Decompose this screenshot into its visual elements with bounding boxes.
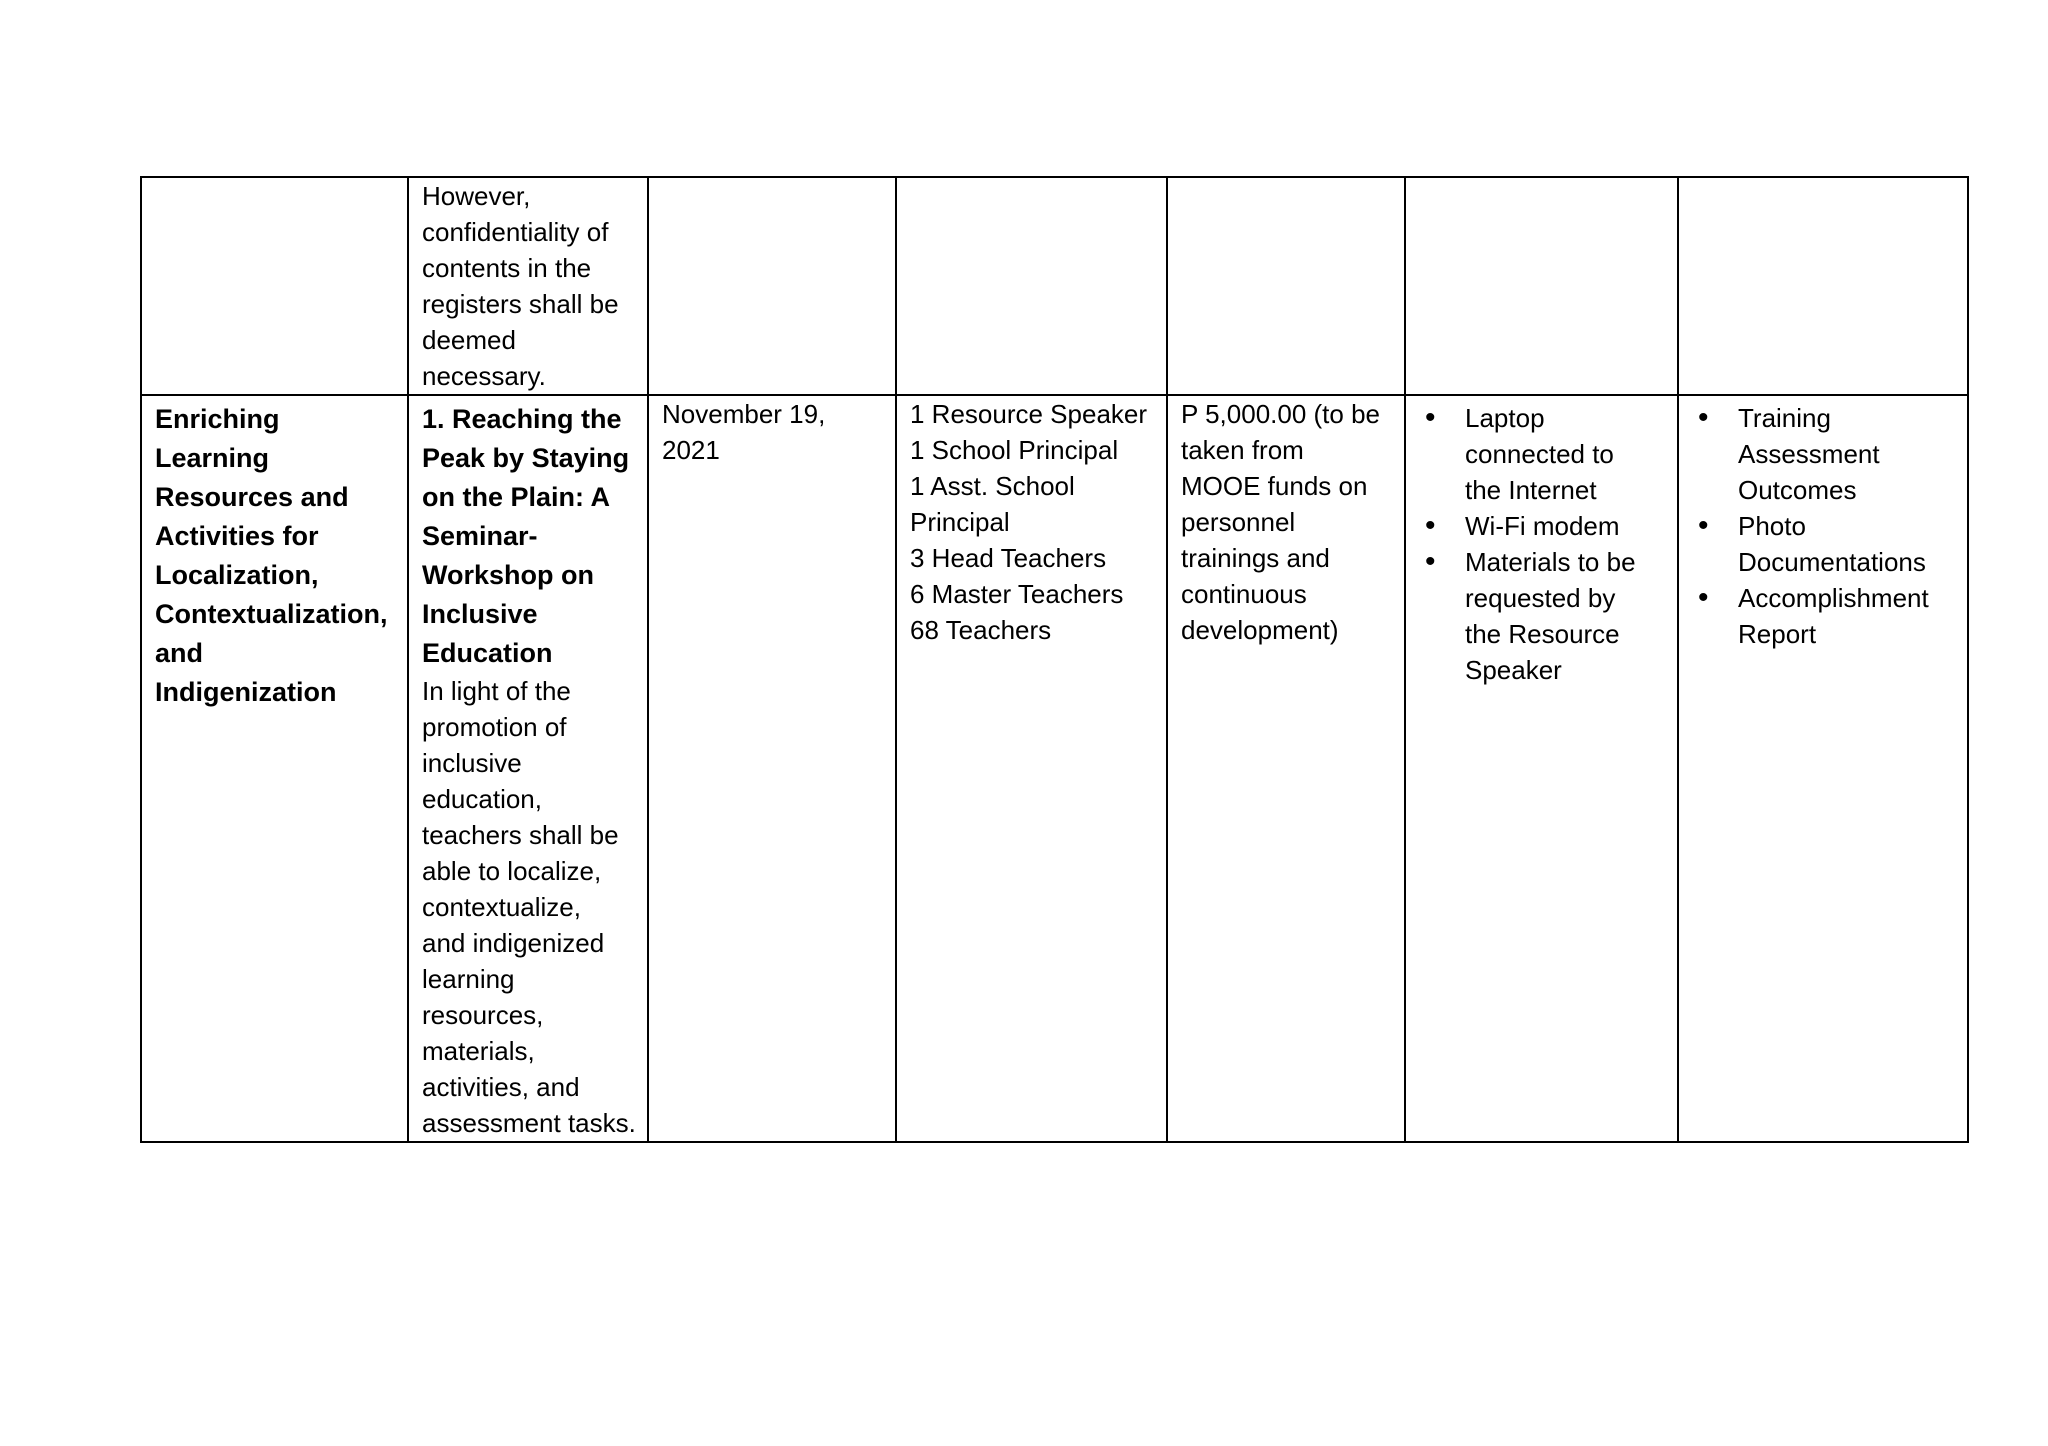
list-item-line: • Wi-Fi modem bbox=[1465, 511, 1620, 541]
budget-line: development) bbox=[1181, 615, 1339, 645]
list-item bbox=[1692, 508, 1955, 580]
table-cell-activity bbox=[408, 395, 648, 1142]
list-item-line: • Photo bbox=[1738, 511, 1806, 541]
list-item bbox=[1419, 508, 1665, 544]
list-item-line: • Accomplishment bbox=[1738, 583, 1929, 613]
table-cell-budget bbox=[1167, 395, 1405, 1142]
budget-line: MOOE funds on bbox=[1181, 471, 1368, 501]
table-cell-budget bbox=[1167, 177, 1405, 395]
list-item-line: Report bbox=[1738, 619, 1817, 649]
area-title-line: Indigenization bbox=[155, 677, 337, 707]
table-row bbox=[141, 177, 1968, 395]
list-item-line: connected to bbox=[1465, 439, 1614, 469]
table-row bbox=[141, 395, 1968, 1142]
list-item bbox=[1419, 400, 1665, 508]
area-title-line: Contextualization, bbox=[155, 599, 388, 629]
persons-line: 6 Master Teachers bbox=[910, 579, 1124, 609]
activity-desc-line: inclusive bbox=[422, 748, 522, 778]
cell-text-line: contents in the bbox=[422, 253, 592, 283]
resources-list bbox=[1419, 400, 1665, 688]
cell-text-line: confidentiality of bbox=[422, 217, 609, 247]
area-title-line: Enriching bbox=[155, 404, 280, 434]
table-cell-resources bbox=[1405, 395, 1678, 1142]
persons-line: 1 School Principal bbox=[910, 435, 1119, 465]
activity-title-line: Peak by Staying bbox=[422, 443, 630, 473]
area-title-line: and bbox=[155, 638, 204, 668]
date-line: 2021 bbox=[662, 435, 720, 465]
cell-text-line: However, bbox=[422, 181, 531, 211]
activity-desc-line: education, bbox=[422, 784, 542, 814]
list-item-line: the Resource bbox=[1465, 619, 1620, 649]
persons-line: 3 Head Teachers bbox=[910, 543, 1107, 573]
cell-text-line: registers shall be bbox=[422, 289, 619, 319]
activity-desc-line: resources, bbox=[422, 1000, 544, 1030]
activity-title-line: Seminar- bbox=[422, 521, 538, 551]
table-cell-area bbox=[141, 395, 408, 1142]
area-title-line: Activities for bbox=[155, 521, 319, 551]
activity-title-line: Workshop on bbox=[422, 560, 594, 590]
list-item-line: Outcomes bbox=[1738, 475, 1857, 505]
activity-plan-table bbox=[140, 176, 1969, 1143]
activity-title-line: on the Plain: A bbox=[422, 482, 610, 512]
activity-title-line: Education bbox=[422, 638, 553, 668]
budget-line: P 5,000.00 (to be bbox=[1181, 399, 1381, 429]
activity-desc-line: materials, bbox=[422, 1036, 535, 1066]
table-cell-persons bbox=[896, 395, 1167, 1142]
table-cell-persons bbox=[896, 177, 1167, 395]
list-item-line: requested by bbox=[1465, 583, 1616, 613]
activity-title-line: 1. Reaching the bbox=[422, 404, 622, 434]
list-item bbox=[1692, 580, 1955, 652]
outputs-list bbox=[1692, 400, 1955, 652]
persons-line: 1 Asst. School bbox=[910, 471, 1075, 501]
activity-desc-line: learning bbox=[422, 964, 515, 994]
budget-line: taken from bbox=[1181, 435, 1304, 465]
table-cell-resources bbox=[1405, 177, 1678, 395]
activity-desc-line: In light of the bbox=[422, 676, 571, 706]
budget-line: continuous bbox=[1181, 579, 1307, 609]
table-cell-date bbox=[648, 395, 896, 1142]
list-item-line: • Training bbox=[1738, 403, 1831, 433]
activity-desc-line: assessment tasks. bbox=[422, 1108, 636, 1138]
table-cell-outputs bbox=[1678, 395, 1968, 1142]
date-line: November 19, bbox=[662, 399, 826, 429]
activity-desc-line: contextualize, bbox=[422, 892, 581, 922]
activity-desc-line: and indigenized bbox=[422, 928, 605, 958]
list-item-line: • Laptop bbox=[1465, 403, 1545, 433]
list-item-line: • Materials to be bbox=[1465, 547, 1636, 577]
table-cell-date bbox=[648, 177, 896, 395]
budget-line: personnel bbox=[1181, 507, 1296, 537]
area-title-line: Localization, bbox=[155, 560, 319, 590]
activity-title-line: Inclusive bbox=[422, 599, 538, 629]
area-title-line: Resources and bbox=[155, 482, 349, 512]
list-item-line: Documentations bbox=[1738, 547, 1926, 577]
table-cell-activity bbox=[408, 177, 648, 395]
list-item-line: the Internet bbox=[1465, 475, 1597, 505]
persons-line: 68 Teachers bbox=[910, 615, 1052, 645]
persons-line: 1 Resource Speaker bbox=[910, 399, 1148, 429]
table-cell-area bbox=[141, 177, 408, 395]
persons-line: Principal bbox=[910, 507, 1010, 537]
budget-line: trainings and bbox=[1181, 543, 1330, 573]
cell-text-line: necessary. bbox=[422, 361, 546, 391]
activity-desc-line: promotion of bbox=[422, 712, 567, 742]
list-item-line: Speaker bbox=[1465, 655, 1562, 685]
list-item bbox=[1692, 400, 1955, 508]
area-title-line: Learning bbox=[155, 443, 270, 473]
list-item bbox=[1419, 544, 1665, 688]
list-item-line: Assessment bbox=[1738, 439, 1880, 469]
cell-text-line: deemed bbox=[422, 325, 516, 355]
table-cell-outputs bbox=[1678, 177, 1968, 395]
activity-desc-line: activities, and bbox=[422, 1072, 580, 1102]
activity-desc-line: able to localize, bbox=[422, 856, 602, 886]
activity-desc-line: teachers shall be bbox=[422, 820, 619, 850]
